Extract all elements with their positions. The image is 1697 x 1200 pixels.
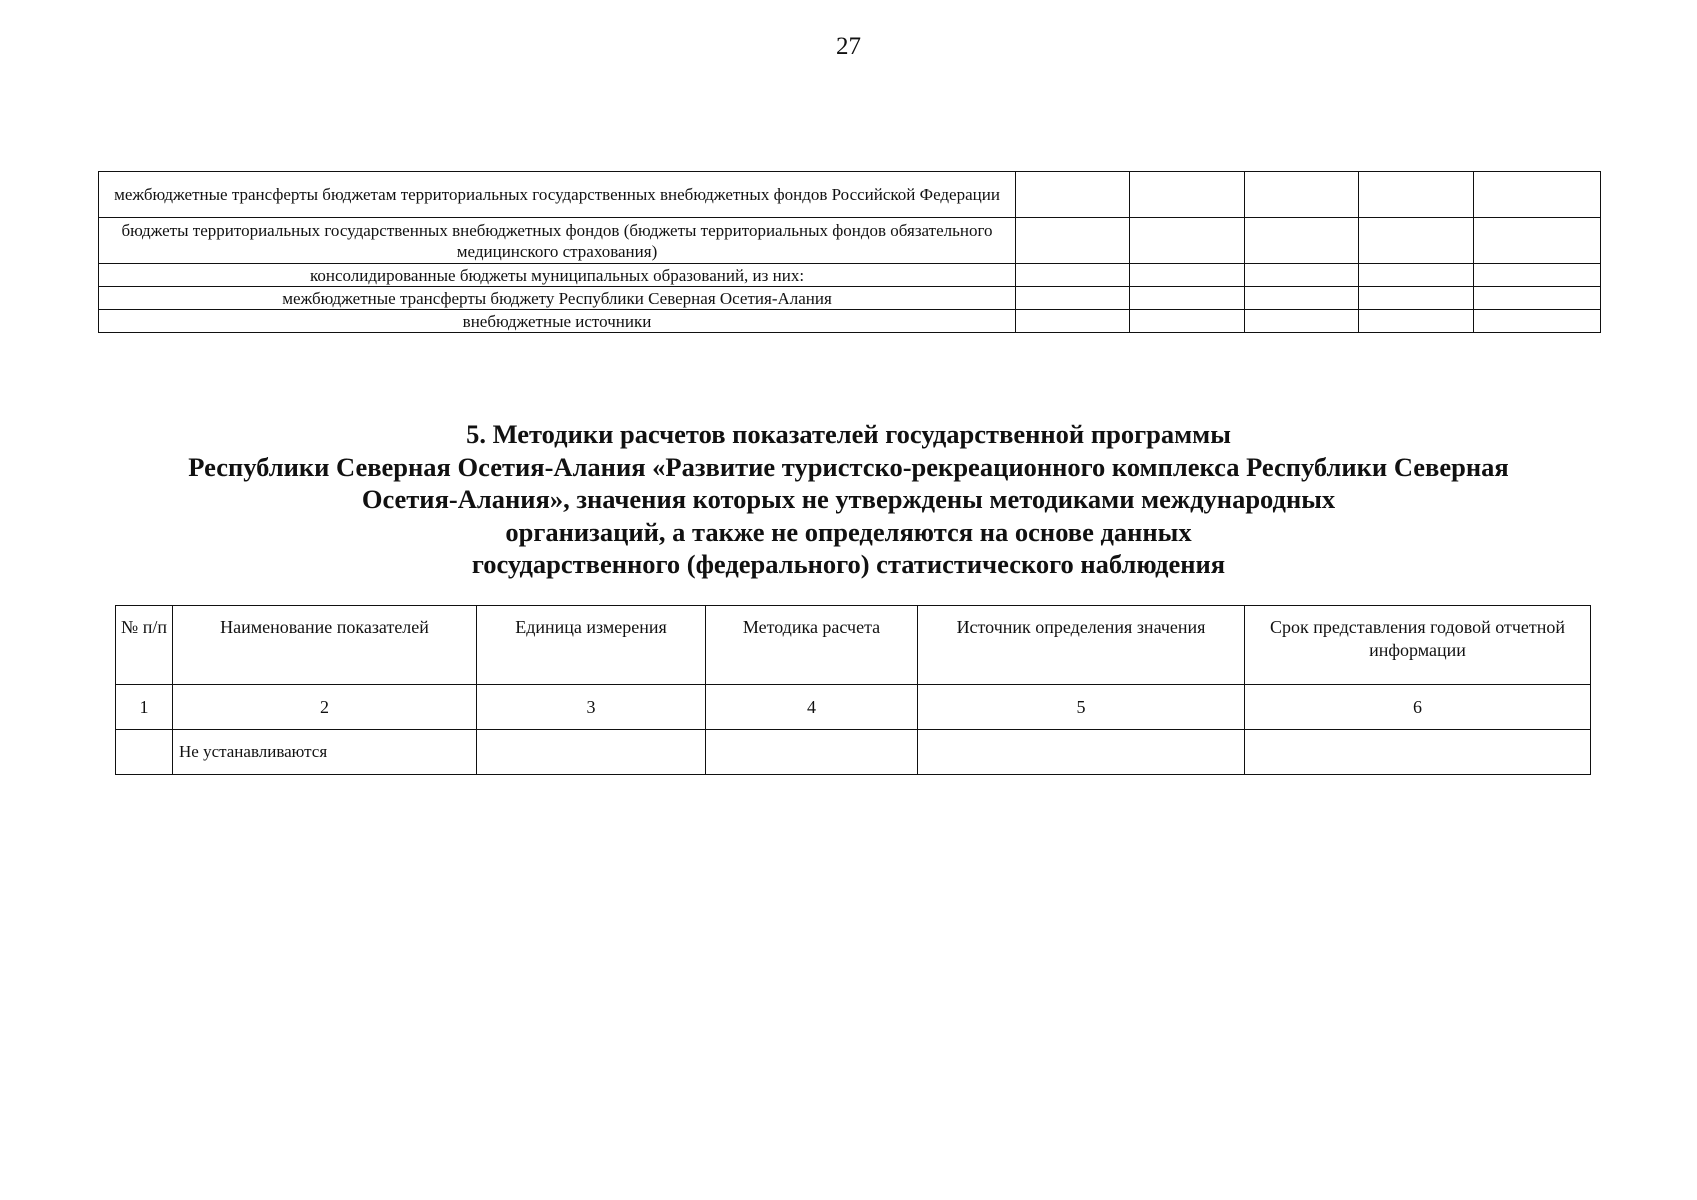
funding-value-cell (1016, 264, 1130, 287)
table-row (116, 730, 1591, 775)
column-header-number: № п/п (116, 606, 173, 685)
heading-line: организаций, а также не определяются на основе данных (505, 516, 1192, 547)
section-heading (60, 418, 1637, 581)
table-cell (706, 730, 918, 775)
column-header-value-source: Источник определения значения (918, 606, 1245, 685)
table-cell (918, 730, 1245, 775)
funding-row (99, 218, 1601, 264)
funding-value-cell (1245, 310, 1359, 333)
page-number: 27 (836, 33, 861, 60)
column-header-unit: Единица измерения (477, 606, 706, 685)
funding-row-label: консолидированные бюджеты муниципальных образований, из них: (99, 264, 1016, 287)
funding-value-cell (1474, 310, 1601, 333)
column-number: 3 (477, 685, 706, 730)
funding-row (99, 264, 1601, 287)
funding-value-cell (1474, 172, 1601, 218)
table-cell: Не устанавливаются (173, 730, 477, 775)
funding-row-label: внебюджетные источники (99, 310, 1016, 333)
funding-value-cell (1474, 287, 1601, 310)
funding-value-cell (1130, 218, 1245, 264)
funding-value-cell (1016, 310, 1130, 333)
funding-value-cell (1359, 172, 1474, 218)
funding-value-cell (1245, 172, 1359, 218)
funding-value-cell (1245, 264, 1359, 287)
heading-line: Республики Северная Осетия-Алания «Развитие туристско-рекреационного комплекса Республики Северная (188, 451, 1509, 482)
funding-row-label: межбюджетные трансферты бюджетам территориальных государственных внебюджетных фондов Российской Федерации (99, 172, 1016, 218)
column-number: 6 (1245, 685, 1591, 730)
funding-value-cell (1474, 218, 1601, 264)
funding-value-cell (1359, 310, 1474, 333)
funding-value-cell (1245, 287, 1359, 310)
column-number: 5 (918, 685, 1245, 730)
methodology-table (115, 605, 1591, 775)
funding-row (99, 287, 1601, 310)
table-cell (116, 730, 173, 775)
column-number-row (116, 685, 1591, 730)
funding-row (99, 172, 1601, 218)
funding-value-cell (1016, 287, 1130, 310)
column-header-reporting-deadline: Срок представления годовой отчетной информации (1245, 606, 1591, 685)
column-header-calculation-method: Методика расчета (706, 606, 918, 685)
funding-sources-table (98, 171, 1601, 333)
funding-row-label: бюджеты территориальных государственных внебюджетных фондов (бюджеты территориальных фондов обязательного медицинского страхования) (99, 218, 1016, 264)
funding-value-cell (1130, 310, 1245, 333)
table-cell (477, 730, 706, 775)
funding-value-cell (1245, 218, 1359, 264)
heading-line: 5. Методики расчетов показателей государственной программы (466, 419, 1231, 449)
table-header-row (116, 606, 1591, 685)
funding-value-cell (1016, 172, 1130, 218)
table-cell (1245, 730, 1591, 775)
funding-value-cell (1359, 287, 1474, 310)
funding-row (99, 310, 1601, 333)
heading-line: государственного (федерального) статистического наблюдения (471, 549, 1226, 579)
funding-value-cell (1474, 264, 1601, 287)
column-number: 4 (706, 685, 918, 730)
column-number: 2 (173, 685, 477, 730)
column-header-indicator-name: Наименование показателей (173, 606, 477, 685)
funding-row-label: межбюджетные трансферты бюджету Республики Северная Осетия-Алания (99, 287, 1016, 310)
funding-value-cell (1016, 218, 1130, 264)
funding-value-cell (1130, 172, 1245, 218)
funding-value-cell (1359, 218, 1474, 264)
funding-value-cell (1130, 264, 1245, 287)
funding-value-cell (1130, 287, 1245, 310)
funding-value-cell (1359, 264, 1474, 287)
heading-line: Осетия-Алания», значения которых не утверждены методиками международных (361, 484, 1336, 514)
column-number: 1 (116, 685, 173, 730)
